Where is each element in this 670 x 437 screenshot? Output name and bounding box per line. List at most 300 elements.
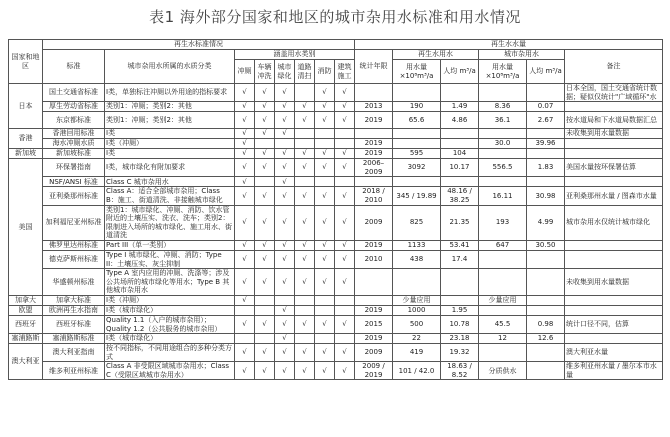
cell-use-mark: √ bbox=[335, 362, 355, 380]
table-row bbox=[9, 187, 663, 205]
cell-use-mark: √ bbox=[335, 240, 355, 250]
table-row bbox=[9, 84, 663, 102]
cell-class-desc: Type I 城市绿化、冲厕、消防；Type II：土壤压实、灰尘抑制 bbox=[105, 250, 235, 268]
cell-notes: 统计口径不同，估算 bbox=[565, 315, 663, 333]
cell-standard: 海水冲厕水质 bbox=[43, 139, 105, 149]
header-std-group: 再生水标准情况 bbox=[43, 40, 355, 50]
cell-standard: 加拿大标准 bbox=[43, 295, 105, 305]
cell-use-mark: √ bbox=[275, 362, 295, 380]
cell-use-mark bbox=[315, 334, 335, 344]
cell-standard: 香港回用标准 bbox=[43, 129, 105, 139]
cell-urban-total: 30.0 bbox=[479, 139, 527, 149]
cell-use-mark: √ bbox=[315, 205, 335, 240]
header-standard: 标准 bbox=[43, 50, 105, 84]
cell-standard: 西班牙标准 bbox=[43, 315, 105, 333]
cell-standard: 环保署指南 bbox=[43, 159, 105, 177]
cell-year: 2019 bbox=[355, 334, 393, 344]
cell-reclaimed-total bbox=[393, 177, 441, 187]
cell-use-mark: √ bbox=[295, 149, 315, 159]
table-body bbox=[9, 84, 663, 380]
cell-class-desc: 类别1：冲厕；类别2：其他 bbox=[105, 102, 235, 112]
cell-region: 塞浦路斯 bbox=[9, 334, 43, 344]
cell-urban-total: 36.1 bbox=[479, 112, 527, 129]
cell-use-mark bbox=[295, 334, 315, 344]
cell-urban-total: 少量应用 bbox=[479, 295, 527, 305]
cell-notes bbox=[565, 250, 663, 268]
cell-reclaimed-percap: 104 bbox=[441, 149, 479, 159]
cell-use-mark: √ bbox=[235, 102, 255, 112]
cell-use-mark: √ bbox=[255, 269, 275, 296]
cell-year: 2006–2009 bbox=[355, 159, 393, 177]
cell-use-mark: √ bbox=[315, 149, 335, 159]
cell-use-mark bbox=[335, 295, 355, 305]
table-row bbox=[9, 177, 663, 187]
cell-use-mark: √ bbox=[235, 362, 255, 380]
header-use-carwash: 车辆冲洗 bbox=[255, 60, 275, 84]
cell-urban-percap bbox=[527, 149, 565, 159]
cell-use-mark: √ bbox=[275, 187, 295, 205]
cell-use-mark: √ bbox=[275, 269, 295, 296]
header-year: 统计年限 bbox=[355, 50, 393, 84]
cell-reclaimed-total: 1133 bbox=[393, 240, 441, 250]
cell-use-mark: √ bbox=[335, 84, 355, 102]
cell-standard: 欧洲再生水指南 bbox=[43, 305, 105, 315]
cell-reclaimed-total: 1000 bbox=[393, 305, 441, 315]
cell-use-mark bbox=[335, 177, 355, 187]
header-use-flush: 冲厕 bbox=[235, 60, 255, 84]
cell-use-mark: √ bbox=[315, 159, 335, 177]
cell-use-mark: √ bbox=[295, 315, 315, 333]
header-use-group: 涵盖用水类别 bbox=[235, 50, 355, 60]
cell-use-mark bbox=[295, 139, 315, 149]
cell-notes: 城市杂用水仅统计城市绿化 bbox=[565, 205, 663, 240]
water-standards-table bbox=[8, 39, 663, 380]
cell-class-desc: 按不同指标，不同用途组合的多种分类方式 bbox=[105, 344, 235, 362]
header-qty-group: 再生水水量 bbox=[355, 40, 663, 50]
table-row bbox=[9, 362, 663, 380]
cell-use-mark bbox=[255, 305, 275, 315]
cell-use-mark: √ bbox=[315, 250, 335, 268]
cell-notes: 按水道局和下水道局数据汇总 bbox=[565, 112, 663, 129]
cell-use-mark bbox=[315, 139, 335, 149]
cell-urban-total: 647 bbox=[479, 240, 527, 250]
cell-use-mark bbox=[295, 84, 315, 102]
cell-notes bbox=[565, 177, 663, 187]
cell-class-desc: I类 bbox=[105, 129, 235, 139]
cell-reclaimed-total: 500 bbox=[393, 315, 441, 333]
cell-use-mark: √ bbox=[335, 112, 355, 129]
cell-reclaimed-total: 65.6 bbox=[393, 112, 441, 129]
cell-class-desc: I类，单独标注冲厕以外用途的指标要求 bbox=[105, 84, 235, 102]
cell-reclaimed-percap: 4.86 bbox=[441, 112, 479, 129]
header-reclaimed-total: 用水量 ×10⁸m³/a bbox=[393, 60, 441, 84]
header-urban-total: 用水量 ×10⁸m³/a bbox=[479, 60, 527, 84]
cell-use-mark: √ bbox=[275, 102, 295, 112]
cell-urban-percap: 2.67 bbox=[527, 112, 565, 129]
cell-class-desc: Type A 室内应用的冲厕、洗涤等；涉及公共场所的城市绿化等用水；Type B 其他城市杂用水 bbox=[105, 269, 235, 296]
cell-urban-percap bbox=[527, 295, 565, 305]
cell-notes: 未收集到用水量数据 bbox=[565, 129, 663, 139]
cell-urban-percap bbox=[527, 269, 565, 296]
cell-use-mark: √ bbox=[235, 129, 255, 139]
cell-reclaimed-total: 少量应用 bbox=[393, 295, 441, 305]
cell-use-mark: √ bbox=[335, 159, 355, 177]
cell-use-mark bbox=[255, 295, 275, 305]
cell-class-desc: Class A 非受限区域城市杂用水；Class C（受限区域城市杂用水） bbox=[105, 362, 235, 380]
cell-urban-total bbox=[479, 129, 527, 139]
cell-reclaimed-percap bbox=[441, 177, 479, 187]
cell-reclaimed-percap bbox=[441, 129, 479, 139]
cell-standard: 德克萨斯州标准 bbox=[43, 250, 105, 268]
cell-use-mark bbox=[315, 295, 335, 305]
cell-urban-total bbox=[479, 84, 527, 102]
header-use-fire: 消防 bbox=[315, 60, 335, 84]
cell-reclaimed-percap bbox=[441, 295, 479, 305]
cell-use-mark: √ bbox=[315, 362, 335, 380]
cell-use-mark: √ bbox=[255, 159, 275, 177]
cell-use-mark: √ bbox=[275, 149, 295, 159]
cell-class-desc: I类（冲厕） bbox=[105, 139, 235, 149]
cell-year bbox=[355, 295, 393, 305]
cell-use-mark: √ bbox=[255, 84, 275, 102]
cell-use-mark: √ bbox=[235, 315, 255, 333]
cell-use-mark: √ bbox=[255, 315, 275, 333]
cell-use-mark: √ bbox=[275, 205, 295, 240]
cell-reclaimed-percap: 1.49 bbox=[441, 102, 479, 112]
cell-use-mark bbox=[235, 334, 255, 344]
table-row bbox=[9, 139, 663, 149]
cell-use-mark: √ bbox=[295, 112, 315, 129]
cell-region: 美国 bbox=[9, 159, 43, 296]
cell-notes bbox=[565, 139, 663, 149]
cell-urban-percap: 4.99 bbox=[527, 205, 565, 240]
cell-use-mark bbox=[275, 295, 295, 305]
cell-reclaimed-total: 438 bbox=[393, 250, 441, 268]
cell-urban-total: 45.5 bbox=[479, 315, 527, 333]
cell-standard: 塞浦路斯标准 bbox=[43, 334, 105, 344]
cell-use-mark: √ bbox=[315, 240, 335, 250]
cell-urban-percap: 30.50 bbox=[527, 240, 565, 250]
cell-use-mark: √ bbox=[235, 84, 255, 102]
cell-use-mark: √ bbox=[275, 240, 295, 250]
cell-notes bbox=[565, 334, 663, 344]
header-class-desc: 城市杂用水所属的水质分类 bbox=[105, 50, 235, 84]
cell-use-mark bbox=[315, 129, 335, 139]
cell-use-mark: √ bbox=[275, 84, 295, 102]
cell-standard: 加利福尼亚州标准 bbox=[43, 205, 105, 240]
cell-use-mark: √ bbox=[335, 102, 355, 112]
cell-urban-total bbox=[479, 250, 527, 268]
cell-use-mark: √ bbox=[255, 250, 275, 268]
header-notes: 备注 bbox=[565, 50, 663, 84]
cell-urban-total: 556.5 bbox=[479, 159, 527, 177]
cell-year: 2009 bbox=[355, 344, 393, 362]
cell-use-mark bbox=[295, 177, 315, 187]
cell-use-mark: √ bbox=[315, 84, 335, 102]
cell-urban-percap: 0.07 bbox=[527, 102, 565, 112]
cell-year: 2019 bbox=[355, 305, 393, 315]
cell-use-mark: √ bbox=[255, 240, 275, 250]
table-row bbox=[9, 112, 663, 129]
cell-reclaimed-percap: 53.41 bbox=[441, 240, 479, 250]
cell-year: 2009 bbox=[355, 205, 393, 240]
table-row bbox=[9, 305, 663, 315]
cell-use-mark: √ bbox=[295, 269, 315, 296]
cell-notes: 未收集到用水量数据 bbox=[565, 269, 663, 296]
cell-notes: 亚利桑那州水量 / 图森市水量 bbox=[565, 187, 663, 205]
cell-use-mark: √ bbox=[335, 187, 355, 205]
cell-use-mark bbox=[335, 139, 355, 149]
cell-year: 2019 bbox=[355, 149, 393, 159]
cell-use-mark: √ bbox=[335, 269, 355, 296]
cell-use-mark: √ bbox=[275, 315, 295, 333]
cell-standard: 佛罗里达州标准 bbox=[43, 240, 105, 250]
cell-reclaimed-total bbox=[393, 129, 441, 139]
cell-urban-percap bbox=[527, 177, 565, 187]
cell-reclaimed-percap bbox=[441, 269, 479, 296]
cell-reclaimed-percap: 23.18 bbox=[441, 334, 479, 344]
cell-use-mark: √ bbox=[255, 129, 275, 139]
cell-class-desc: 类别1：城市绿化、冲厕、消防、饮水管附近的土壤压实、洗衣、洗车；类别2：限制进入场所的城市绿化、施工用水、街道清洗 bbox=[105, 205, 235, 240]
cell-use-mark: √ bbox=[335, 344, 355, 362]
cell-reclaimed-total bbox=[393, 269, 441, 296]
cell-use-mark: √ bbox=[315, 344, 335, 362]
cell-use-mark: √ bbox=[275, 334, 295, 344]
cell-use-mark: √ bbox=[335, 250, 355, 268]
cell-use-mark: √ bbox=[235, 112, 255, 129]
cell-use-mark: √ bbox=[255, 187, 275, 205]
header-use-greening: 城市绿化 bbox=[275, 60, 295, 84]
table-row bbox=[9, 250, 663, 268]
cell-urban-percap bbox=[527, 305, 565, 315]
cell-use-mark: √ bbox=[255, 112, 275, 129]
cell-use-mark: √ bbox=[295, 102, 315, 112]
cell-standard: NSF/ANSI 标准 bbox=[43, 177, 105, 187]
header-use-construction: 建筑施工 bbox=[335, 60, 355, 84]
cell-reclaimed-percap: 10.78 bbox=[441, 315, 479, 333]
cell-urban-percap bbox=[527, 129, 565, 139]
cell-use-mark bbox=[315, 305, 335, 315]
cell-use-mark bbox=[315, 177, 335, 187]
cell-reclaimed-total: 190 bbox=[393, 102, 441, 112]
cell-year: 2009 / 2019 bbox=[355, 362, 393, 380]
cell-year bbox=[355, 269, 393, 296]
cell-use-mark: √ bbox=[275, 305, 295, 315]
cell-use-mark: √ bbox=[275, 129, 295, 139]
header-region: 国家和地区 bbox=[9, 40, 43, 84]
table-row bbox=[9, 269, 663, 296]
cell-use-mark: √ bbox=[295, 205, 315, 240]
cell-urban-total bbox=[479, 269, 527, 296]
cell-use-mark: √ bbox=[315, 102, 335, 112]
cell-standard: 新加坡标准 bbox=[43, 149, 105, 159]
cell-standard: 厚生劳动省标准 bbox=[43, 102, 105, 112]
cell-use-mark: √ bbox=[275, 177, 295, 187]
cell-notes: 日本全国，国土交通省统计数据；疑似仅统计"广域循环"水 bbox=[565, 84, 663, 102]
cell-urban-total bbox=[479, 149, 527, 159]
cell-reclaimed-total: 419 bbox=[393, 344, 441, 362]
cell-use-mark: √ bbox=[315, 269, 335, 296]
table-row bbox=[9, 295, 663, 305]
cell-notes: 美国水量按环保署估算 bbox=[565, 159, 663, 177]
cell-region: 西班牙 bbox=[9, 315, 43, 333]
header-urban: 城市杂用水 bbox=[479, 50, 565, 60]
cell-reclaimed-percap bbox=[441, 139, 479, 149]
cell-urban-percap: 39.96 bbox=[527, 139, 565, 149]
cell-urban-percap bbox=[527, 362, 565, 380]
cell-region: 澳大利亚 bbox=[9, 344, 43, 380]
cell-use-mark bbox=[255, 139, 275, 149]
cell-standard: 亚利桑那州标准 bbox=[43, 187, 105, 205]
table-title: 表1 海外部分国家和地区的城市杂用水标准和用水情况 bbox=[149, 8, 521, 26]
cell-use-mark: √ bbox=[295, 344, 315, 362]
cell-use-mark: √ bbox=[235, 139, 255, 149]
cell-urban-percap: 0.98 bbox=[527, 315, 565, 333]
cell-region: 加拿大 bbox=[9, 295, 43, 305]
data-table-container bbox=[8, 39, 662, 380]
cell-use-mark: √ bbox=[295, 250, 315, 268]
cell-urban-total: 193 bbox=[479, 205, 527, 240]
cell-use-mark: √ bbox=[235, 177, 255, 187]
cell-use-mark: √ bbox=[235, 149, 255, 159]
cell-class-desc: Class C 城市杂用水 bbox=[105, 177, 235, 187]
table-row bbox=[9, 149, 663, 159]
cell-urban-percap bbox=[527, 344, 565, 362]
cell-use-mark: √ bbox=[295, 159, 315, 177]
cell-reclaimed-total bbox=[393, 139, 441, 149]
cell-class-desc: I类 bbox=[105, 149, 235, 159]
cell-use-mark: √ bbox=[275, 344, 295, 362]
cell-urban-total: 8.36 bbox=[479, 102, 527, 112]
cell-class-desc: Quality 1.1（入户的城市杂用）；Quality 1.2（公共服务的城市杂用） bbox=[105, 315, 235, 333]
cell-notes bbox=[565, 149, 663, 159]
cell-region: 香港 bbox=[9, 129, 43, 149]
cell-class-desc: I类（城市绿化） bbox=[105, 305, 235, 315]
cell-class-desc: Part III（单一类别） bbox=[105, 240, 235, 250]
cell-reclaimed-total: 22 bbox=[393, 334, 441, 344]
cell-notes: 澳大利亚水量 bbox=[565, 344, 663, 362]
cell-use-mark bbox=[255, 177, 275, 187]
cell-use-mark: √ bbox=[235, 269, 255, 296]
cell-reclaimed-total bbox=[393, 84, 441, 102]
cell-use-mark: √ bbox=[315, 112, 335, 129]
cell-use-mark: √ bbox=[295, 362, 315, 380]
cell-use-mark bbox=[335, 305, 355, 315]
cell-reclaimed-percap: 10.17 bbox=[441, 159, 479, 177]
cell-urban-percap bbox=[527, 250, 565, 268]
cell-use-mark: √ bbox=[295, 187, 315, 205]
cell-class-desc: I类（城市绿化） bbox=[105, 334, 235, 344]
cell-year: 2013 bbox=[355, 102, 393, 112]
cell-use-mark bbox=[255, 334, 275, 344]
cell-use-mark bbox=[295, 295, 315, 305]
cell-year: 2015 bbox=[355, 315, 393, 333]
cell-urban-total bbox=[479, 305, 527, 315]
cell-use-mark: √ bbox=[275, 159, 295, 177]
cell-use-mark: √ bbox=[335, 315, 355, 333]
table-row bbox=[9, 240, 663, 250]
cell-year: 2010 bbox=[355, 250, 393, 268]
cell-urban-total bbox=[479, 344, 527, 362]
cell-urban-percap: 12.6 bbox=[527, 334, 565, 344]
cell-use-mark: √ bbox=[235, 159, 255, 177]
cell-use-mark bbox=[295, 305, 315, 315]
cell-standard: 澳大利亚指南 bbox=[43, 344, 105, 362]
table-row bbox=[9, 159, 663, 177]
cell-standard: 国土交通省标准 bbox=[43, 84, 105, 102]
cell-class-desc: Class A：适合全部城市杂用；Class B：施工、街道清洗、非接触城市绿化 bbox=[105, 187, 235, 205]
cell-notes bbox=[565, 295, 663, 305]
cell-year: 2019 bbox=[355, 139, 393, 149]
cell-reclaimed-percap: 19.32 bbox=[441, 344, 479, 362]
cell-class-desc: 类别1：冲厕；类别2：其他 bbox=[105, 112, 235, 129]
header-reclaimed: 再生水用水 bbox=[393, 50, 479, 60]
cell-notes bbox=[565, 102, 663, 112]
cell-class-desc: I类，城市绿化有附加要求 bbox=[105, 159, 235, 177]
table-row bbox=[9, 102, 663, 112]
table-row bbox=[9, 205, 663, 240]
cell-urban-percap bbox=[527, 84, 565, 102]
cell-standard: 华盛顿州标准 bbox=[43, 269, 105, 296]
cell-use-mark: √ bbox=[255, 362, 275, 380]
cell-standard: 东京都标准 bbox=[43, 112, 105, 129]
cell-use-mark: √ bbox=[315, 315, 335, 333]
cell-use-mark: √ bbox=[235, 187, 255, 205]
cell-year: 2019 bbox=[355, 112, 393, 129]
cell-notes: 维多利亚州水量 / 墨尔本市水量 bbox=[565, 362, 663, 380]
cell-reclaimed-percap: 1.95 bbox=[441, 305, 479, 315]
cell-use-mark: √ bbox=[275, 250, 295, 268]
cell-reclaimed-total: 3092 bbox=[393, 159, 441, 177]
cell-notes bbox=[565, 240, 663, 250]
cell-use-mark: √ bbox=[235, 250, 255, 268]
cell-reclaimed-percap: 48.16 / 38.25 bbox=[441, 187, 479, 205]
cell-region: 日本 bbox=[9, 84, 43, 129]
cell-year: 2018 / 2010 bbox=[355, 187, 393, 205]
cell-reclaimed-total: 101 / 42.0 bbox=[393, 362, 441, 380]
cell-reclaimed-percap: 21.35 bbox=[441, 205, 479, 240]
cell-urban-total: 12 bbox=[479, 334, 527, 344]
table-row bbox=[9, 315, 663, 333]
cell-class-desc: I类（冲厕） bbox=[105, 295, 235, 305]
cell-region: 欧盟 bbox=[9, 305, 43, 315]
cell-year bbox=[355, 177, 393, 187]
cell-urban-total: 16.11 bbox=[479, 187, 527, 205]
cell-reclaimed-percap: 18.63 / 8.52 bbox=[441, 362, 479, 380]
cell-use-mark: √ bbox=[335, 149, 355, 159]
cell-reclaimed-total: 345 / 19.89 bbox=[393, 187, 441, 205]
cell-use-mark: √ bbox=[235, 344, 255, 362]
cell-use-mark: √ bbox=[255, 102, 275, 112]
cell-urban-percap: 30.98 bbox=[527, 187, 565, 205]
cell-use-mark: √ bbox=[335, 205, 355, 240]
cell-reclaimed-total: 825 bbox=[393, 205, 441, 240]
cell-year bbox=[355, 129, 393, 139]
cell-notes bbox=[565, 305, 663, 315]
cell-use-mark: √ bbox=[275, 112, 295, 129]
cell-year: 2019 bbox=[355, 240, 393, 250]
cell-standard: 维多利亚州标准 bbox=[43, 362, 105, 380]
cell-use-mark: √ bbox=[255, 205, 275, 240]
cell-use-mark: √ bbox=[235, 205, 255, 240]
cell-use-mark bbox=[335, 129, 355, 139]
cell-use-mark: √ bbox=[255, 344, 275, 362]
header-reclaimed-percap: 人均 m³/a bbox=[441, 60, 479, 84]
cell-region: 新加坡 bbox=[9, 149, 43, 159]
cell-use-mark bbox=[275, 139, 295, 149]
cell-use-mark bbox=[235, 305, 255, 315]
cell-reclaimed-total: 595 bbox=[393, 149, 441, 159]
